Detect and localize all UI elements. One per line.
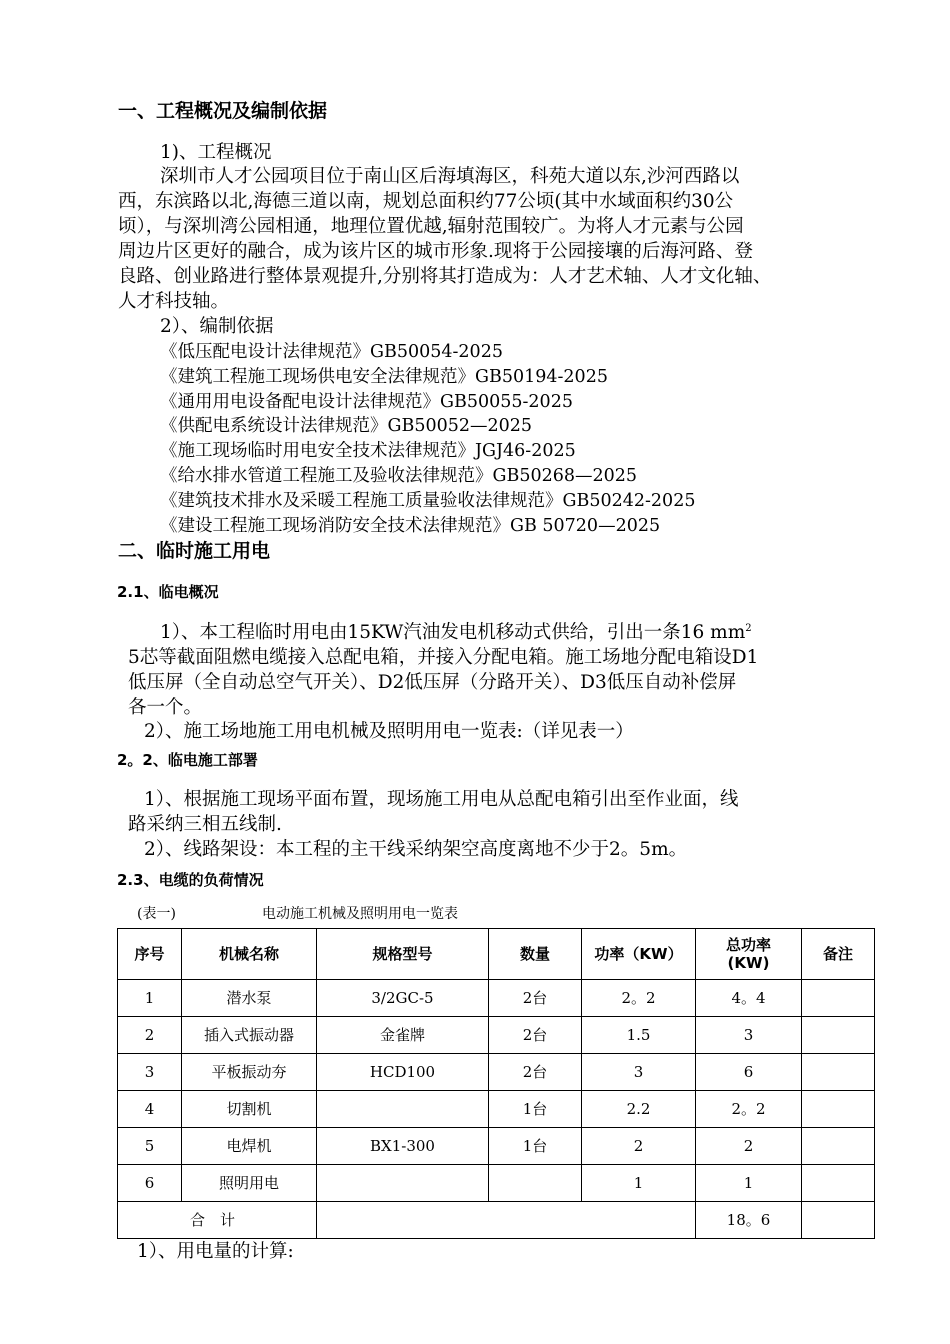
table-cell: 3 (582, 1054, 696, 1091)
table-row (118, 980, 875, 1017)
table-cell: 2。2 (582, 980, 696, 1017)
table-cell: 1台 (489, 1091, 582, 1128)
table-row (118, 1128, 875, 1165)
sub-heading-basis: 2）、编制依据 (160, 316, 274, 337)
table-cell: 金雀牌 (317, 1017, 489, 1054)
table-cell: 1 (118, 980, 182, 1017)
header-cell (696, 929, 802, 980)
table-cell: 5 (118, 1128, 182, 1165)
header-cell: 规格型号 (317, 929, 489, 980)
table-cell: HCD100 (317, 1054, 489, 1091)
table-cell: 潜水泵 (182, 980, 317, 1017)
table-header-row (118, 929, 875, 980)
overview-line: 人才科技轴。 (118, 291, 230, 312)
table-total-row (118, 1202, 875, 1239)
table-cell: 插入式振动器 (182, 1017, 317, 1054)
table-cell: 电焊机 (182, 1128, 317, 1165)
table-cell: 3 (118, 1054, 182, 1091)
header-cell: 功率（KW） (582, 929, 696, 980)
paragraph-line (160, 621, 752, 645)
total-value: 18。6 (696, 1202, 802, 1239)
table-cell: 6 (696, 1054, 802, 1091)
paragraph-line: 1）、根据施工现场平面布置，现场施工用电从总配电箱引出至作业面，线 (144, 789, 739, 810)
table-cell: 6 (118, 1165, 182, 1202)
overview-line: 西，东滨路以北,海德三道以南，规划总面积约77公顷(其中水域面积约30公 (118, 191, 734, 212)
paragraph-line: 低压屏（全自动总空气开关）、D2低压屏（分路开关）、D3低压自动补偿屏 (128, 672, 737, 693)
header-cell: 机械名称 (182, 929, 317, 980)
overview-line: 顷），与深圳湾公园相通，地理位置优越,辐射范围较广。为将人才元素与公园 (118, 216, 744, 237)
table-cell: 1.5 (582, 1017, 696, 1054)
table-cell (317, 1091, 489, 1128)
sub-heading-overview: 1)、工程概况 (160, 142, 272, 163)
paragraph-line: 2）、施工场地施工用电机械及照明用电一览表:（详见表一） (144, 721, 634, 742)
reference-item: 《给水排水管道工程施工及验收法律规范》GB50268—2025 (160, 466, 638, 486)
table-cell (802, 1091, 875, 1128)
table-row (118, 1091, 875, 1128)
table-cell (802, 1017, 875, 1054)
section-2-1-heading: 2.1、临电概况 (117, 583, 219, 601)
table-cell: 2.2 (582, 1091, 696, 1128)
table-cell (317, 1202, 696, 1239)
paragraph-line: 各一个。 (128, 697, 203, 718)
table-cell: 照明用电 (182, 1165, 317, 1202)
table-cell (802, 1054, 875, 1091)
table-cell: 平板振动夯 (182, 1054, 317, 1091)
table-cell: 4 (118, 1091, 182, 1128)
paragraph-line: 5芯等截面阻燃电缆接入总配电箱，并接入分配电箱。施工场地分配电箱设D1 (128, 647, 759, 668)
total-label: 合 计 (118, 1202, 317, 1239)
section1-heading: 一、工程概况及编制依据 (118, 100, 328, 122)
reference-item: 《建筑工程施工现场供电安全法律规范》GB50194-2025 (160, 367, 608, 387)
table-cell: 4。4 (696, 980, 802, 1017)
header-text: (KW) (727, 954, 770, 972)
table-cell: 2 (582, 1128, 696, 1165)
header-cell: 数量 (489, 929, 582, 980)
table-cell (317, 1165, 489, 1202)
paragraph-text: 1）、本工程临时用电由15KW汽油发电机移动式供给，引出一条16 mm (160, 622, 746, 643)
table-row (118, 1017, 875, 1054)
table-caption: 电动施工机械及照明用电一览表 (262, 906, 458, 922)
table-cell: 2 (118, 1017, 182, 1054)
equipment-table (117, 928, 875, 1239)
table-cell: 2台 (489, 980, 582, 1017)
superscript: 2 (745, 622, 752, 634)
header-cell: 备注 (802, 929, 875, 980)
section2-heading: 二、临时施工用电 (118, 540, 271, 562)
table-cell: 1台 (489, 1128, 582, 1165)
reference-item: 《低压配电设计法律规范》GB50054-2025 (160, 342, 503, 362)
table-cell: BX1-300 (317, 1128, 489, 1165)
table-cell: 3 (696, 1017, 802, 1054)
footer-line: 1）、用电量的计算: (137, 1241, 294, 1262)
table-cell: 2 (696, 1128, 802, 1165)
section-2-2-heading: 2。2、临电施工部署 (117, 751, 258, 769)
table-cell (802, 980, 875, 1017)
overview-line: 良路、创业路进行整体景观提升,分别将其打造成为：人才艺术轴、人才文化轴、 (118, 266, 772, 287)
table-cell: 2。2 (696, 1091, 802, 1128)
table-cell: 1 (582, 1165, 696, 1202)
reference-item: 《建筑技术排水及采暖工程施工质量验收法律规范》GB50242-2025 (160, 491, 696, 511)
table-cell: 3/2GC-5 (317, 980, 489, 1017)
table-cell: 2台 (489, 1054, 582, 1091)
table-cell (802, 1128, 875, 1165)
table-cell: 1 (696, 1165, 802, 1202)
header-cell: 序号 (118, 929, 182, 980)
table-cell (489, 1165, 582, 1202)
reference-item: 《建设工程施工现场消防安全技术法律规范》GB 50720—2025 (160, 516, 661, 536)
reference-item: 《施工现场临时用电安全技术法律规范》JGJ46-2025 (160, 441, 576, 461)
table-cell: 切割机 (182, 1091, 317, 1128)
table-row (118, 1165, 875, 1202)
table-row (118, 1054, 875, 1091)
table-label: (表一) (137, 906, 176, 922)
paragraph-line: 2）、线路架设：本工程的主干线采纳架空高度离地不少于2。5m。 (144, 839, 688, 860)
table-cell: 2台 (489, 1017, 582, 1054)
table-cell (802, 1202, 875, 1239)
overview-line: 周边片区更好的融合，成为该片区的城市形象.现将于公园接壤的后海河路、登 (118, 241, 753, 262)
section-2-3-heading: 2.3、电缆的负荷情况 (117, 871, 264, 889)
header-text: 总功率 (725, 936, 771, 954)
overview-line: 深圳市人才公园项目位于南山区后海填海区，科苑大道以东,沙河西路以 (160, 166, 740, 187)
table-cell (802, 1165, 875, 1202)
paragraph-line: 路采纳三相五线制. (128, 814, 282, 835)
reference-item: 《供配电系统设计法律规范》GB50052—2025 (160, 416, 533, 436)
reference-item: 《通用用电设备配电设计法律规范》GB50055-2025 (160, 392, 573, 412)
